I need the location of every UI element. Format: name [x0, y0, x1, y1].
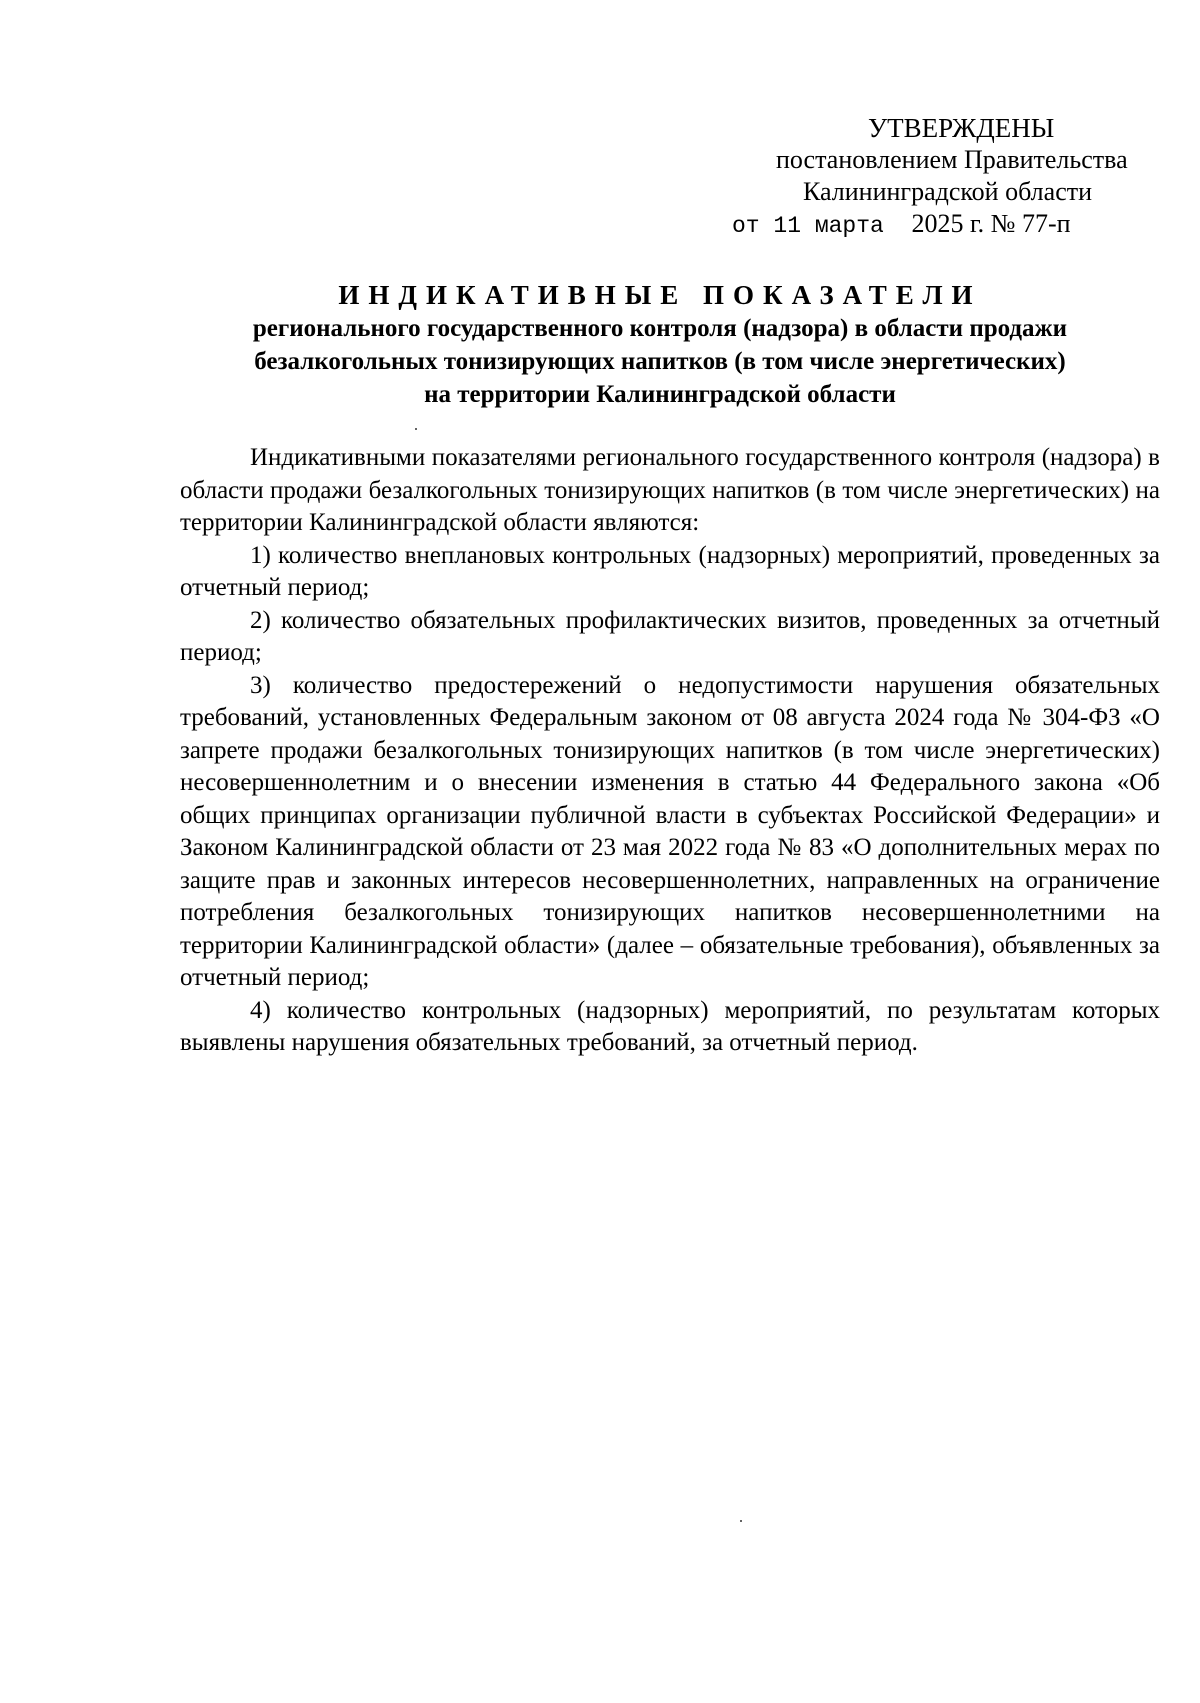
title-subtitle-line-3: на территории Калининградской области: [424, 381, 896, 408]
intro-paragraph: Индикативными показателями регионального государственного контроля (надзора) в области продажи безалкогольных тонизирующих напитков (в том числе энергетических) на территории Калининградской области являются:: [180, 444, 1160, 536]
approval-date-number: 2025 г. № 77-п: [911, 209, 1071, 238]
approval-stamp: [700, 112, 1160, 242]
title-subtitle-line-2: безалкогольных тонизирующих напитков (в том числе энергетических): [254, 348, 1066, 375]
scan-speck: [740, 1520, 742, 1522]
scan-speck: [415, 428, 417, 430]
approval-region: Калининградской области: [803, 177, 1093, 206]
list-item-2: 2) количество обязательных профилактических визитов, проведенных за отчетный период;: [180, 606, 1160, 666]
approval-heading: УТВЕРЖДЕНЫ: [868, 113, 1055, 143]
title-subtitle-line-1: регионального государственного контроля (надзора) в области продажи: [252, 315, 1068, 342]
title-main: ИНДИКАТИВНЫЕ ПОКАЗАТЕЛИ: [338, 280, 982, 310]
approval-authority: постановлением Правительства: [776, 145, 1128, 174]
document-body: [180, 442, 1160, 1060]
list-item-1: 1) количество внеплановых контрольных (надзорных) мероприятий, проведенных за отчетный период;: [180, 541, 1160, 601]
list-item-3: 3) количество предостережений о недопустимости нарушения обязательных требований, установленных Федеральным законом от 08 августа 2024 года № 304-ФЗ «О запрете продажи безалкогольных тонизирующих напитков (в том числе энергетических) несовершеннолетним и о внесении изменения в статью 44 Федерального закона «Об общих принципах организации публичной власти в субъектах Российской Федерации» и Законом Калининградской области от 23 мая 2022 года № 83 «О дополнительных мерах по защите прав и законных интересов несовершеннолетних, направленных на ограничение потребления безалкогольных тонизирующих напитков несовершеннолетними на территории Калининградской области» (далее – обязательные требования), объявленных за отчетный период;: [180, 671, 1160, 991]
list-item-4: 4) количество контрольных (надзорных) мероприятий, по результатам которых выявлены нарушения обязательных требований, за отчетный период.: [180, 996, 1160, 1056]
approval-date: [732, 208, 1160, 242]
document-title: [180, 278, 1140, 411]
approval-date-day: от 11 марта: [732, 213, 884, 239]
